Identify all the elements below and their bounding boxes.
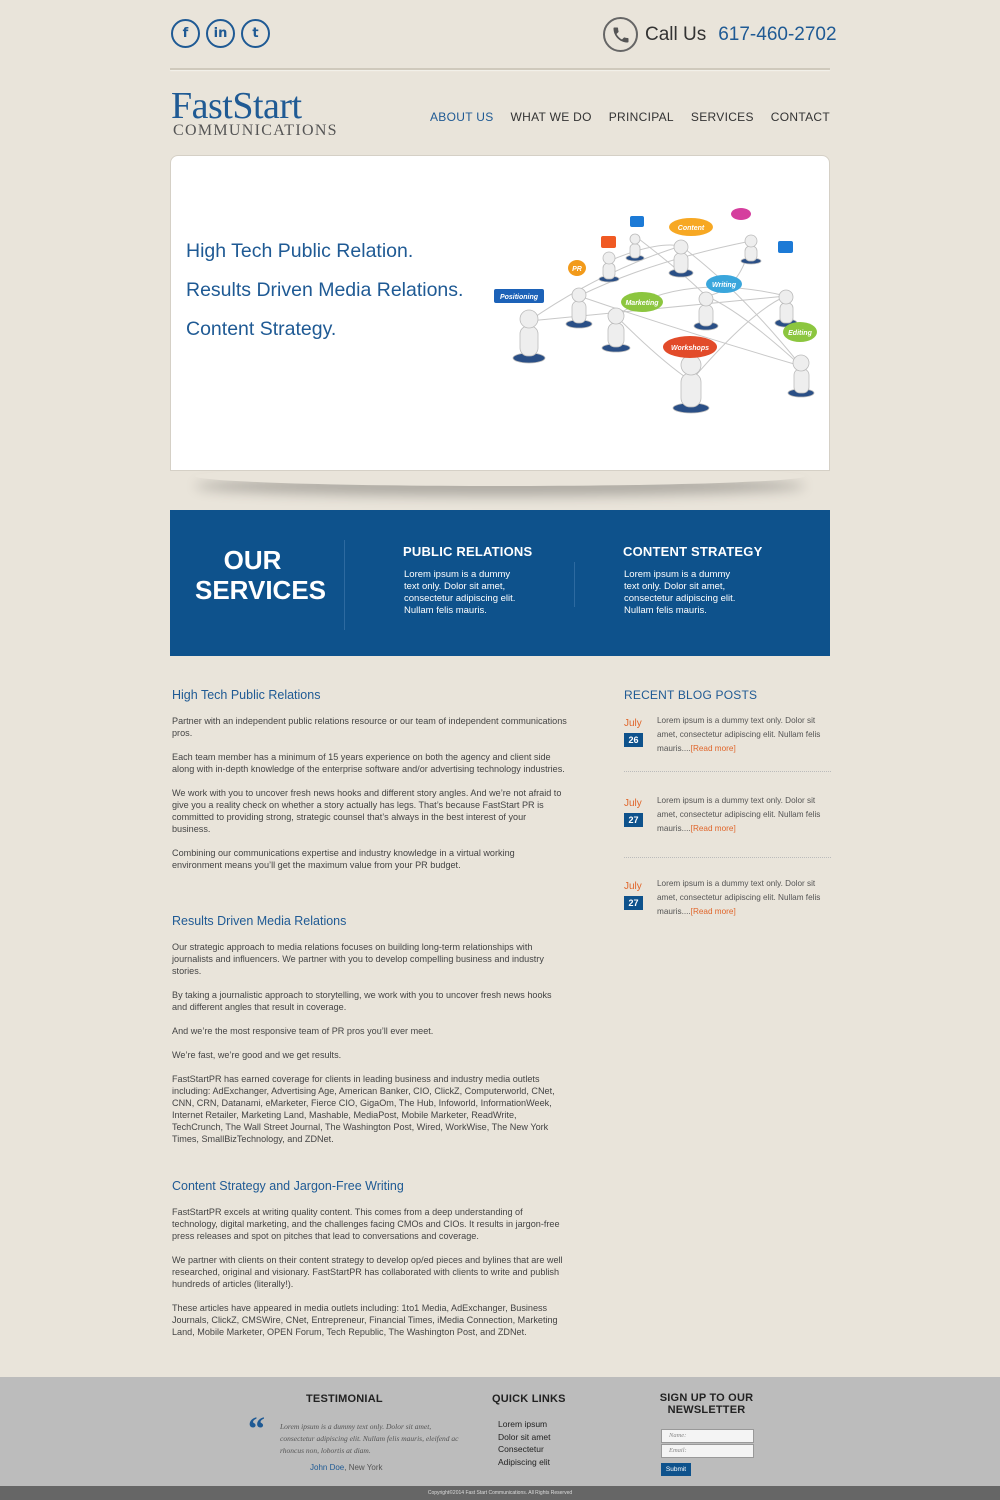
post-excerpt (657, 794, 832, 836)
paragraph: Each team member has a minimum of 15 years experience on both the agency and client side along with in-depth knowledge of the enterprise software and/or advertising technology industries. (172, 752, 565, 774)
post-text: Lorem ipsum is a dummy text only. Dolor sit amet, consectetur adipiscing elit. Nullam felis mauris.... (657, 796, 821, 833)
logo[interactable] (171, 87, 338, 139)
hero-line-1: High Tech Public Relation. (186, 240, 414, 262)
quicklink[interactable]: Adipiscing elit (498, 1456, 550, 1467)
nav-what-we-do[interactable]: WHAT WE DO (510, 110, 592, 124)
paragraph: FastStartPR has earned coverage for clients in leading business and industry media outlets including: AdExchanger, Advertising Age, American Banker, CIO, ClickZ, Computerworld, CNet, CNN, CRN, Datanami, eMarketer, Fierce CIO, GigaOm, The Hub, Infoworld, InformationWeek, Internet Retailer, Marketing Land, Mashable, MediaPost, Mobile Marketer, ReadWrite, TechCrunch, The Wall Street Journal, The Washington Post, Wired, WorkWise, The New York Times, SmallBizTechnology, and ZDNet. (172, 1074, 555, 1144)
section-heading: Results Driven Media Relations (172, 914, 347, 928)
bubble-content: Content (677, 225, 705, 232)
newsletter-heading-line-2: NEWSLETTER (667, 1404, 746, 1416)
blog-heading: RECENT BLOG POSTS (624, 688, 758, 702)
quicklink[interactable]: Dolor sit amet (498, 1431, 551, 1442)
post-month: July (624, 798, 642, 809)
bubble-writing: Writing (712, 282, 736, 289)
quicklinks-list (498, 1418, 550, 1468)
service-text: Lorem ipsum is a dummy text only. Dolor sit amet, consectetur adipiscing elit. Nullam felis mauris. (404, 569, 516, 616)
section-media-relations (172, 914, 567, 1157)
post-divider (624, 857, 831, 858)
hero-line-2: Results Driven Media Relations. (186, 279, 464, 301)
post-excerpt (657, 877, 832, 919)
network-illustration (481, 201, 826, 426)
paragraph: Partner with an independent public relations resource or our team of independent communications pros. (172, 716, 567, 738)
paragraph: We work with you to uncover fresh news hooks and different story angles. And we’re not afraid to give you a reality check on whether a story actually has legs. That’s because FastStart PR is committed to providing strong, strategic counsel that’s always in the best interest of your business. (172, 788, 562, 834)
newsletter-email-input[interactable]: Email: (661, 1444, 754, 1458)
services-title (195, 545, 327, 605)
paragraph: By taking a journalistic approach to storytelling, we work with you to uncover fresh news hooks and different angles that result in coverage. (172, 990, 552, 1012)
services-title-line-2: SERVICES (195, 575, 327, 605)
post-text: Lorem ipsum is a dummy text only. Dolor sit amet, consectetur adipiscing elit. Nullam felis mauris.... (657, 879, 821, 916)
quote-mark-icon: “ (248, 1411, 265, 1448)
bubble-pr: PR (572, 266, 582, 273)
section-high-tech-pr (172, 688, 567, 883)
quicklinks-heading: QUICK LINKS (492, 1393, 566, 1405)
paragraph: We’re fast, we’re good and we get results. (172, 1050, 342, 1060)
submit-button[interactable]: Submit (661, 1463, 691, 1476)
bubble-workshops: Workshops (671, 345, 709, 352)
phone-icon (603, 17, 638, 52)
paragraph: FastStartPR excels at writing quality content. This comes from a deep understanding of technology, digital marketing, and the challenges facing CMOs and CIOs. It results in jargon-free press releases and spot on pitches that lead to conversations and coverage. (172, 1207, 560, 1241)
read-more-link[interactable]: [Read more] (690, 907, 736, 916)
bubble-positioning: Positioning (499, 294, 539, 301)
newsletter-heading (640, 1392, 773, 1416)
post-month: July (624, 718, 642, 729)
nav-about-us[interactable]: ABOUT US (429, 110, 494, 124)
service-content-strategy[interactable] (623, 544, 762, 617)
post-divider (624, 771, 831, 772)
nav-principal[interactable]: PRINCIPAL (608, 110, 674, 124)
testimonial-author (310, 1463, 383, 1472)
hero-banner (170, 155, 830, 471)
newsletter-heading-line-1: SIGN UP TO OUR (659, 1392, 754, 1404)
copyright: Copyright©2014 Fast Start Communications. All Rights Reserved (0, 1486, 1000, 1500)
author-name: John Doe (310, 1463, 345, 1472)
services-divider (344, 540, 345, 630)
linkedin-icon[interactable]: in (206, 19, 235, 48)
service-text: Lorem ipsum is a dummy text only. Dolor sit amet, consectetur adipiscing elit. Nullam felis mauris. (624, 569, 736, 616)
read-more-link[interactable]: [Read more] (690, 744, 736, 753)
quicklink[interactable]: Lorem ipsum (498, 1419, 548, 1429)
recent-blog-posts (624, 688, 831, 916)
services-band (170, 510, 830, 656)
services-divider (574, 562, 575, 607)
paragraph: Combining our communications expertise and industry knowledge in a virtual working environment means you’ll get the maximum value from your PR budget. (172, 848, 515, 870)
figure (513, 310, 545, 363)
paragraph: We partner with clients on their content strategy to develop op/ed pieces and bylines that are well researched, original and visionary. FastStartPR has collaborated with clients to write and publish hundreds of articles (literally!). (172, 1255, 563, 1289)
main-nav (430, 110, 830, 124)
section-content-strategy (172, 1179, 567, 1350)
service-title: PUBLIC RELATIONS (403, 544, 533, 559)
social-links (171, 19, 270, 48)
paragraph: Our strategic approach to media relations focuses on building long-term relationships with journalists and influencers. We partner with you to develop compelling business and industry stories. (172, 942, 544, 976)
bubble-editing: Editing (788, 330, 812, 337)
paragraph: These articles have appeared in media outlets including: 1to1 Media, AdExchanger, Business Journals, ClickZ, CMSWire, CNet, Entrepreneur, Financial Times, iMedia Connection, Marketing Land, Mobile Marketer, OPEN Forum, Tech Republic, The Washington Post, and ZDNet. (172, 1303, 558, 1337)
author-location: , New York (344, 1463, 383, 1472)
section-heading: Content Strategy and Jargon-Free Writing (172, 1179, 404, 1193)
post-day: 27 (624, 896, 643, 910)
nav-contact[interactable]: CONTACT (770, 110, 830, 124)
facebook-icon[interactable]: f (171, 19, 200, 48)
phone-contact (603, 17, 837, 52)
phone-number[interactable]: 617-460-2702 (718, 23, 837, 45)
service-title: CONTENT STRATEGY (623, 544, 763, 559)
testimonial-heading: TESTIMONIAL (306, 1393, 383, 1405)
section-heading: High Tech Public Relations (172, 688, 321, 702)
services-title-line-1: OUR (223, 545, 282, 575)
post-text: Lorem ipsum is a dummy text only. Dolor sit amet, consectetur adipiscing elit. Nullam felis mauris.... (657, 716, 821, 753)
read-more-link[interactable]: [Read more] (690, 824, 736, 833)
post-month: July (624, 881, 642, 892)
twitter-icon[interactable]: t (241, 19, 270, 48)
newsletter-name-input[interactable]: Name: (661, 1429, 754, 1443)
logo-wordmark: FastStart (171, 85, 302, 127)
call-us-label: Call Us (645, 23, 707, 45)
header-divider (170, 68, 830, 70)
post-day: 27 (624, 813, 643, 827)
testimonial-text: Lorem ipsum is a dummy text only. Dolor sit amet, consectetur adipiscing elit. Nullam felis mauris, eleifend ac rhoncus non, lobortis at diam. (280, 1422, 459, 1455)
service-public-relations[interactable] (403, 544, 532, 617)
logo-tagline: COMMUNICATIONS (173, 122, 338, 139)
post-day: 26 (624, 733, 643, 747)
nav-services[interactable]: SERVICES (690, 110, 754, 124)
bubble-marketing: Marketing (625, 300, 659, 307)
paragraph: And we’re the most responsive team of PR pros you’ll ever meet. (172, 1026, 434, 1036)
post-excerpt (657, 714, 832, 756)
quicklink[interactable]: Consectetur (498, 1444, 544, 1454)
footer (0, 1377, 1000, 1486)
hero-line-3: Content Strategy. (186, 318, 337, 340)
